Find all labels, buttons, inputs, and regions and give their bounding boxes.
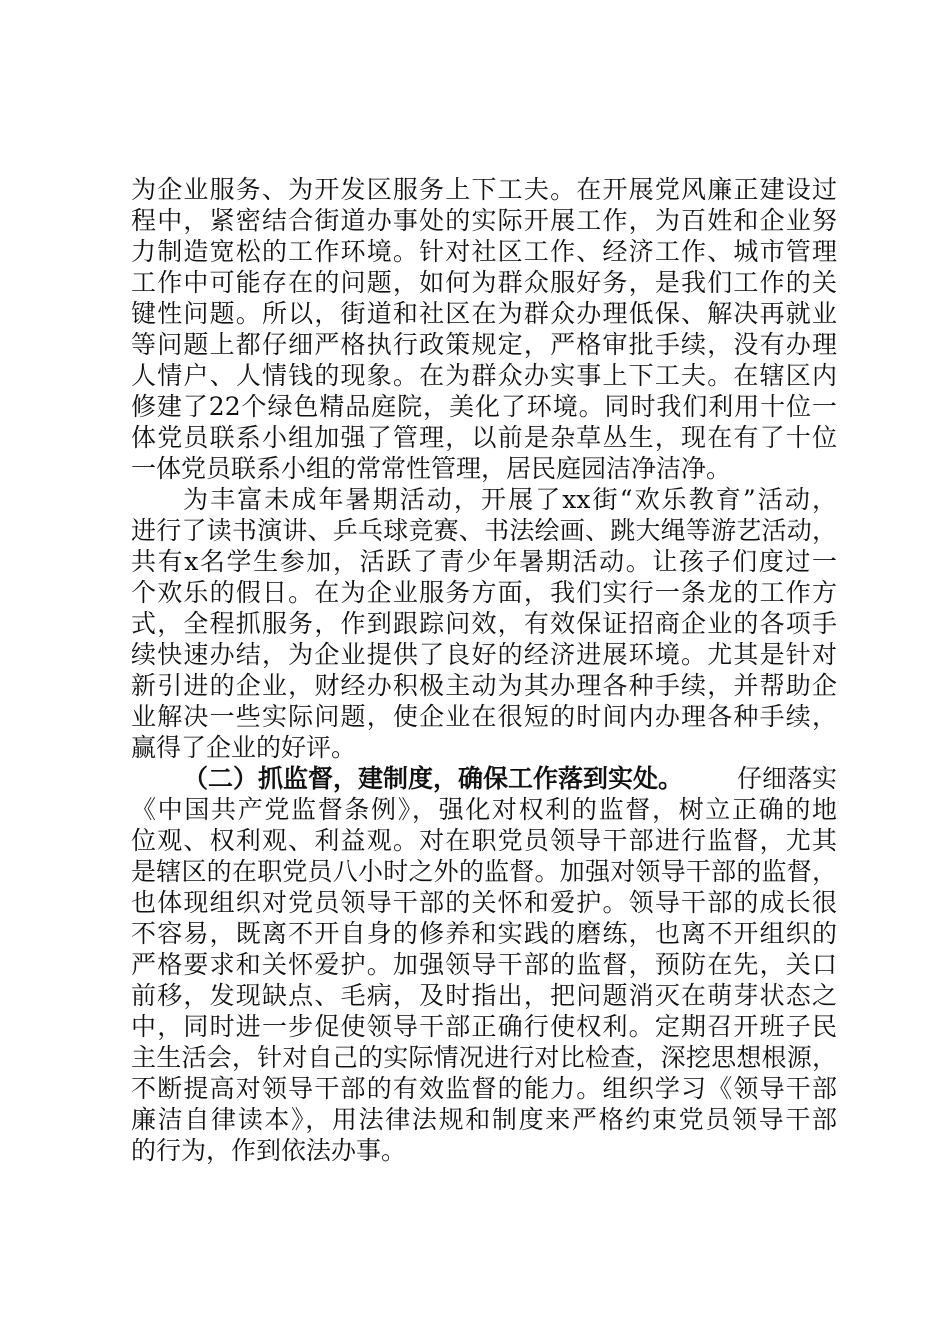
text-line: 工作中可能存在的问题，如何为群众服好务，是我们工作的关 xyxy=(131,268,837,297)
paragraph-1 xyxy=(131,174,837,484)
text-line: 位观、权利观、利益观。对在职党员领导干部进行监督，尤其 xyxy=(131,826,837,855)
text-line: 《中国共产党监督条例》，强化对权利的监督，树立正确的地 xyxy=(131,795,837,824)
text-line: 不断提高对领导干部的有效监督的能力。组织学习《领导干部 xyxy=(131,1074,837,1103)
text-line: 为企业服务、为开发区服务上下工夫。在开展党风廉正建设过 xyxy=(131,175,837,204)
text-line: 的行为，作到依法办事。 xyxy=(131,1136,407,1165)
paragraph-2 xyxy=(131,484,837,763)
text-line: 续快速办结，为企业提供了良好的经济进展环境。尤其是针对 xyxy=(131,640,837,669)
text-line: 程中，紧密结合街道办事处的实际开展工作，为百姓和企业努 xyxy=(131,206,837,235)
text-line: 式，全程抓服务，作到跟踪问效，有效保证招商企业的各项手 xyxy=(131,609,837,638)
text-line: 一体党员联系小组的常常性管理，居民庭园洁净洁净。 xyxy=(131,454,732,483)
text-line: 共有x名学生参加，活跃了青少年暑期活动。让孩子们度过一 xyxy=(131,547,837,576)
text-line: 等问题上都仔细严格执行政策规定，严格审批手续，没有办理 xyxy=(131,330,837,359)
document-body xyxy=(131,174,837,1166)
text-line: 个欢乐的假日。在为企业服务方面，我们实行一条龙的工作方 xyxy=(131,578,837,607)
text-line: 力制造宽松的工作环境。针对社区工作、经济工作、城市管理 xyxy=(131,237,837,266)
text-line: 进行了读书演讲、乒乓球竞赛、书法绘画、跳大绳等游艺活动， xyxy=(131,516,837,545)
text-line: 也体现组织对党员领导干部的关怀和爱护。领导干部的成长很 xyxy=(131,888,837,917)
text-line: 赢得了企业的好评。 xyxy=(131,733,357,762)
text-line: 键性问题。所以，街道和社区在为群众办理低保、解决再就业 xyxy=(131,299,837,328)
text-line: 前移，发现缺点、毛病，及时指出，把问题消灭在萌芽状态之 xyxy=(131,981,837,1010)
text-line: 新引进的企业，财经办积极主动为其办理各种手续，并帮助企 xyxy=(131,671,837,700)
text-line: 人情户、人情钱的现象。在为群众办实事上下工夫。在辖区内 xyxy=(131,361,837,390)
section-heading: （二）抓监督，建制度，确保工作落到实处。 xyxy=(183,764,684,793)
paragraph-3 xyxy=(131,763,837,1166)
text-line: 体党员联系小组加强了管理，以前是杂草丛生，现在有了十位 xyxy=(131,423,837,452)
text-line: 严格要求和关怀爱护。加强领导干部的监督，预防在先，关口 xyxy=(131,950,837,979)
text-line: 不容易，既离不开自身的修养和实践的磨练，也离不开组织的 xyxy=(131,919,837,948)
heading-line-rest: 仔细落实 xyxy=(736,764,837,793)
text-line: 中，同时进一步促使领导干部正确行使权利。定期召开班子民 xyxy=(131,1012,837,1041)
text-line: 主生活会，针对自己的实际情况进行对比检查，深挖思想根源， xyxy=(131,1043,837,1072)
text-line: 廉洁自律读本》，用法律法规和制度来严格约束党员领导干部 xyxy=(131,1105,837,1134)
text-line: 业解决一些实际问题，使企业在很短的时间内办理各种手续， xyxy=(131,702,837,731)
text-line: 修建了22个绿色精品庭院，美化了环境。同时我们利用十位一 xyxy=(131,392,837,421)
section-heading-line xyxy=(131,763,837,794)
text-line: 为丰富未成年暑期活动，开展了xx街“欢乐教育”活动， xyxy=(183,485,837,514)
text-line: 是辖区的在职党员八小时之外的监督。加强对领导干部的监督， xyxy=(131,857,837,886)
